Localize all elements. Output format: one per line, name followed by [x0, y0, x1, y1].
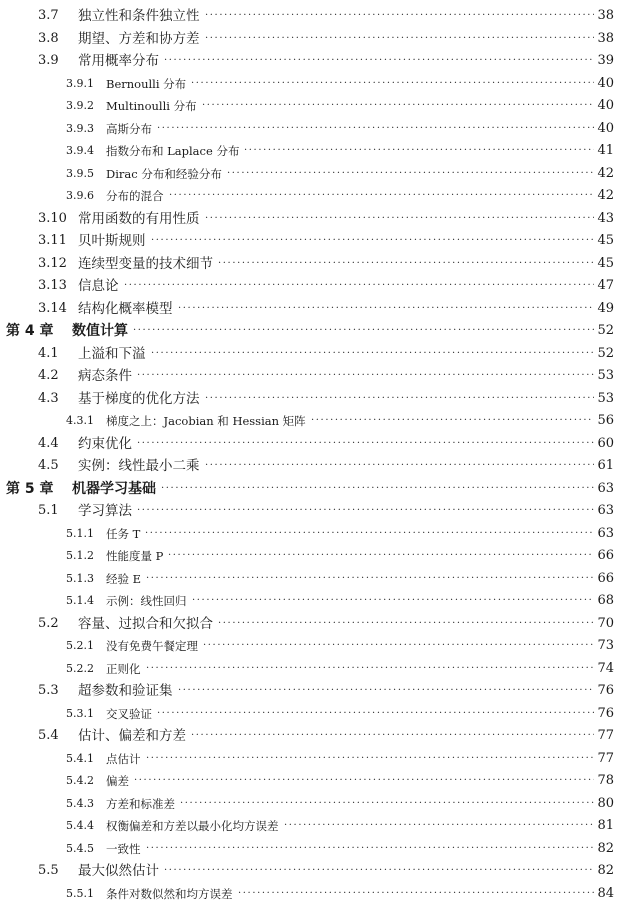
dot-leader — [169, 185, 594, 207]
toc-entry-section[interactable] — [0, 298, 640, 320]
toc-entry-subsection[interactable] — [0, 658, 640, 680]
toc-entry-title: 条件对数似然和均方误差 — [106, 886, 233, 901]
toc-entry-page-number: 38 — [597, 8, 614, 23]
toc-entry-number: 3.9 — [38, 53, 59, 68]
toc-entry-number: 5.5.1 — [66, 886, 94, 900]
toc-entry-number: 4.1 — [38, 345, 59, 361]
toc-entry-title: 方差和标准差 — [106, 796, 175, 811]
toc-entry-title: 期望、方差和协方差 — [78, 30, 200, 47]
dot-leader — [146, 568, 594, 590]
toc-entry-title: 上溢和下溢 — [78, 345, 146, 362]
toc-entry-section[interactable] — [0, 5, 640, 27]
toc-entry-title: 结构化概率模型 — [78, 300, 173, 317]
toc-entry-page-number: 63 — [597, 525, 614, 541]
dot-leader — [205, 388, 594, 410]
toc-entry-number: 4.3 — [38, 390, 59, 406]
toc-entry-title: 经验 E — [106, 571, 142, 586]
dot-leader — [218, 613, 594, 635]
toc-entry-number: 第 5 章 — [6, 480, 54, 497]
toc-entry-subsection[interactable] — [0, 185, 640, 207]
toc-entry-page-number: 74 — [597, 660, 614, 676]
toc-entry-subsection[interactable] — [0, 793, 640, 815]
toc-entry-number: 5.4 — [38, 728, 59, 743]
toc-entry-subsection[interactable] — [0, 163, 640, 185]
toc-entry-subsection[interactable] — [0, 703, 640, 725]
toc-entry-title: 容量、过拟合和欠拟合 — [78, 615, 213, 632]
toc-entry-number: 5.1.4 — [66, 594, 94, 607]
toc-entry-number: 3.11 — [38, 233, 67, 248]
toc-entry-title: 一致性 — [106, 841, 141, 856]
toc-entry-number: 5.1.2 — [66, 549, 94, 562]
toc-entry-subsection[interactable] — [0, 770, 640, 792]
dot-leader — [205, 455, 594, 477]
toc-entry-section[interactable] — [0, 613, 640, 635]
toc-entry-page-number: 80 — [597, 795, 614, 811]
dot-leader — [145, 523, 594, 545]
dot-leader — [192, 590, 594, 612]
toc-entry-section[interactable] — [0, 860, 640, 882]
toc-entry-page-number: 76 — [597, 705, 614, 721]
toc-entry-number: 3.9.2 — [66, 99, 94, 112]
toc-entry-title: 基于梯度的优化方法 — [78, 390, 200, 407]
toc-entry-section[interactable] — [0, 208, 640, 230]
toc-entry-number: 第 4 章 — [6, 323, 54, 339]
toc-entry-page-number: 81 — [597, 818, 614, 833]
toc-entry-section[interactable] — [0, 500, 640, 522]
toc-entry-number: 5.2.1 — [66, 639, 94, 652]
toc-entry-page-number: 76 — [597, 683, 614, 698]
dot-leader — [161, 478, 594, 500]
toc-entry-title: Bernoulli 分布 — [106, 76, 187, 91]
toc-entry-number: 5.4.3 — [66, 796, 94, 810]
dot-leader — [151, 230, 594, 252]
dot-leader — [146, 658, 594, 680]
toc-entry-number: 3.7 — [38, 8, 59, 23]
toc-entry-subsection[interactable] — [0, 635, 640, 657]
toc-entry-title: 连续型变量的技术细节 — [78, 255, 213, 272]
toc-entry-title: 示例：线性回归 — [106, 594, 187, 608]
dot-leader — [191, 725, 594, 747]
toc-entry-page-number: 42 — [597, 188, 614, 203]
dot-leader — [168, 545, 594, 567]
toc-entry-number: 3.8 — [38, 30, 59, 46]
toc-entry-title: 常用函数的有用性质 — [78, 210, 200, 227]
toc-entry-page-number: 77 — [597, 728, 614, 743]
toc-entry-title: 病态条件 — [78, 368, 132, 384]
toc-entry-number: 5.2 — [38, 615, 59, 631]
toc-entry-subsection[interactable] — [0, 545, 640, 567]
dot-leader — [218, 253, 594, 275]
toc-entry-title: 指数分布和 Laplace 分布 — [106, 144, 240, 158]
toc-entry-subsection[interactable] — [0, 410, 640, 432]
toc-entry-subsection[interactable] — [0, 815, 640, 837]
toc-entry-section[interactable] — [0, 253, 640, 275]
toc-entry-number: 5.4.4 — [66, 819, 94, 832]
toc-entry-title: 权衡偏差和方差以最小化均方误差 — [106, 819, 279, 833]
toc-entry-title: 偏差 — [106, 774, 129, 788]
dot-leader — [164, 860, 594, 882]
dot-leader — [146, 838, 594, 860]
toc-entry-title: 高斯分布 — [106, 121, 152, 136]
dot-leader — [238, 883, 594, 905]
toc-entry-number: 5.3.1 — [66, 706, 94, 720]
toc-entry-page-number: 45 — [597, 255, 614, 271]
toc-entry-page-number: 47 — [597, 278, 614, 293]
toc-entry-section[interactable] — [0, 50, 640, 72]
toc-entry-page-number: 40 — [597, 75, 614, 91]
toc-entry-section[interactable] — [0, 433, 640, 455]
dot-leader — [137, 500, 594, 522]
toc-entry-title: 估计、偏差和方差 — [78, 728, 186, 744]
toc-entry-title: 点估计 — [106, 751, 141, 766]
toc-entry-title: Multinoulli 分布 — [106, 99, 197, 113]
toc-entry-section[interactable] — [0, 680, 640, 702]
dot-leader — [178, 680, 594, 702]
toc-entry-section[interactable] — [0, 275, 640, 297]
toc-entry-number: 3.14 — [38, 300, 67, 316]
dot-leader — [205, 5, 594, 27]
dot-leader — [180, 793, 594, 815]
toc-entry-number: 3.9.6 — [66, 189, 94, 202]
toc-entry-page-number: 45 — [597, 233, 614, 248]
toc-entry-page-number: 60 — [597, 435, 614, 451]
toc-entry-title: 任务 T — [106, 526, 141, 541]
toc-entry-title: Dirac 分布和经验分布 — [106, 166, 222, 181]
toc-entry-page-number: 82 — [597, 840, 614, 856]
toc-entry-number: 3.13 — [38, 278, 67, 293]
dot-leader — [133, 320, 594, 342]
toc-entry-page-number: 84 — [597, 885, 614, 901]
toc-entry-subsection[interactable] — [0, 140, 640, 162]
toc-entry-title: 最大似然估计 — [78, 863, 159, 879]
dot-leader — [227, 163, 594, 185]
toc-entry-subsection[interactable] — [0, 523, 640, 545]
toc-entry-number: 4.2 — [38, 368, 59, 383]
dot-leader — [311, 410, 594, 432]
toc-entry-page-number: 66 — [597, 570, 614, 586]
toc-entry-page-number: 40 — [597, 98, 614, 113]
toc-entry-page-number: 70 — [597, 615, 614, 631]
toc-entry-page-number: 49 — [597, 300, 614, 316]
toc-entry-number: 3.9.4 — [66, 144, 94, 157]
toc-entry-section[interactable] — [0, 725, 640, 747]
dot-leader — [205, 208, 594, 230]
toc-entry-page-number: 66 — [597, 548, 614, 563]
toc-entry-page-number: 38 — [597, 30, 614, 46]
toc-entry-chapter[interactable] — [0, 478, 640, 500]
toc-entry-page-number: 56 — [597, 413, 614, 428]
toc-entry-title: 分布的混合 — [106, 189, 164, 203]
toc-entry-number: 3.10 — [38, 210, 67, 226]
toc-entry-section[interactable] — [0, 230, 640, 252]
toc-entry-page-number: 73 — [597, 638, 614, 653]
toc-entry-subsection[interactable] — [0, 95, 640, 117]
toc-entry-page-number: 41 — [597, 143, 614, 158]
toc-entry-page-number: 52 — [597, 345, 614, 361]
dot-leader — [178, 298, 594, 320]
dot-leader — [146, 748, 594, 770]
toc-entry-title: 常用概率分布 — [78, 53, 159, 69]
toc-entry-title: 交叉验证 — [106, 706, 152, 721]
toc-entry-number: 5.1.1 — [66, 526, 94, 540]
toc-entry-section[interactable] — [0, 365, 640, 387]
toc-entry-title: 信息论 — [78, 278, 119, 294]
dot-leader — [284, 815, 594, 837]
toc-entry-page-number: 61 — [597, 458, 614, 473]
toc-entry-number: 5.3 — [38, 683, 59, 698]
toc-entry-page-number: 82 — [597, 863, 614, 878]
toc-entry-number: 5.1.3 — [66, 571, 94, 585]
toc-entry-subsection[interactable] — [0, 568, 640, 590]
toc-entry-title: 贝叶斯规则 — [78, 233, 146, 249]
toc-entry-section[interactable] — [0, 455, 640, 477]
toc-entry-title: 学习算法 — [78, 503, 132, 519]
toc-entry-page-number: 52 — [597, 323, 614, 338]
toc-entry-title: 正则化 — [106, 661, 141, 676]
toc-entry-section[interactable] — [0, 388, 640, 410]
toc-entry-title: 独立性和条件独立性 — [78, 8, 200, 24]
toc-entry-number: 4.5 — [38, 458, 59, 473]
dot-leader — [244, 140, 594, 162]
dot-leader — [157, 118, 594, 140]
toc-entry-page-number: 40 — [597, 120, 614, 136]
toc-entry-title: 机器学习基础 — [72, 480, 156, 497]
toc-entry-number: 3.9.1 — [66, 76, 94, 90]
dot-leader — [134, 770, 594, 792]
toc-entry-title: 实例：线性最小二乘 — [78, 458, 200, 474]
toc-entry-section[interactable] — [0, 28, 640, 50]
dot-leader — [164, 50, 594, 72]
toc-entry-title: 超参数和验证集 — [78, 683, 173, 699]
toc-entry-number: 5.1 — [38, 503, 59, 518]
toc-entry-page-number: 63 — [597, 480, 614, 496]
dot-leader — [157, 703, 594, 725]
toc-entry-page-number: 42 — [597, 165, 614, 181]
toc-entry-page-number: 53 — [597, 368, 614, 383]
toc-entry-title: 约束优化 — [78, 435, 132, 452]
toc-entry-number: 5.5 — [38, 863, 59, 878]
dot-leader — [203, 635, 594, 657]
toc-entry-page-number: 63 — [597, 503, 614, 518]
toc-entry-subsection[interactable] — [0, 838, 640, 860]
toc-entry-number: 5.2.2 — [66, 661, 94, 675]
toc-entry-page-number: 68 — [597, 593, 614, 608]
dot-leader — [202, 95, 594, 117]
toc-entry-page-number: 43 — [597, 210, 614, 226]
toc-entry-title: 性能度量 P — [106, 549, 164, 563]
toc-entry-number: 3.12 — [38, 255, 67, 271]
toc-entry-section[interactable] — [0, 343, 640, 365]
dot-leader — [191, 73, 594, 95]
toc-entry-number: 3.9.3 — [66, 121, 94, 135]
toc-entry-subsection[interactable] — [0, 118, 640, 140]
dot-leader — [151, 343, 594, 365]
dot-leader — [205, 28, 594, 50]
toc-entry-number: 5.4.2 — [66, 774, 94, 787]
toc-entry-number: 3.9.5 — [66, 166, 94, 180]
toc-entry-page-number: 78 — [597, 773, 614, 788]
toc-entry-subsection[interactable] — [0, 590, 640, 612]
toc-entry-title: 没有免费午餐定理 — [106, 639, 198, 653]
toc-entry-number: 4.3.1 — [66, 414, 94, 427]
toc-entry-page-number: 39 — [597, 53, 614, 68]
toc-entry-title: 数值计算 — [72, 323, 128, 339]
toc-entry-page-number: 77 — [597, 750, 614, 766]
dot-leader — [137, 433, 594, 455]
toc-entry-subsection[interactable] — [0, 748, 640, 770]
toc-entry-number: 5.4.1 — [66, 751, 94, 765]
toc-entry-number: 5.4.5 — [66, 841, 94, 855]
toc-entry-title: 梯度之上：Jacobian 和 Hessian 矩阵 — [106, 414, 306, 428]
dot-leader — [124, 275, 594, 297]
dot-leader — [137, 365, 594, 387]
toc-entry-subsection[interactable] — [0, 883, 640, 905]
toc-entry-page-number: 53 — [597, 390, 614, 406]
toc-entry-subsection[interactable] — [0, 73, 640, 95]
toc-entry-number: 4.4 — [38, 435, 59, 451]
toc-entry-chapter[interactable] — [0, 320, 640, 342]
